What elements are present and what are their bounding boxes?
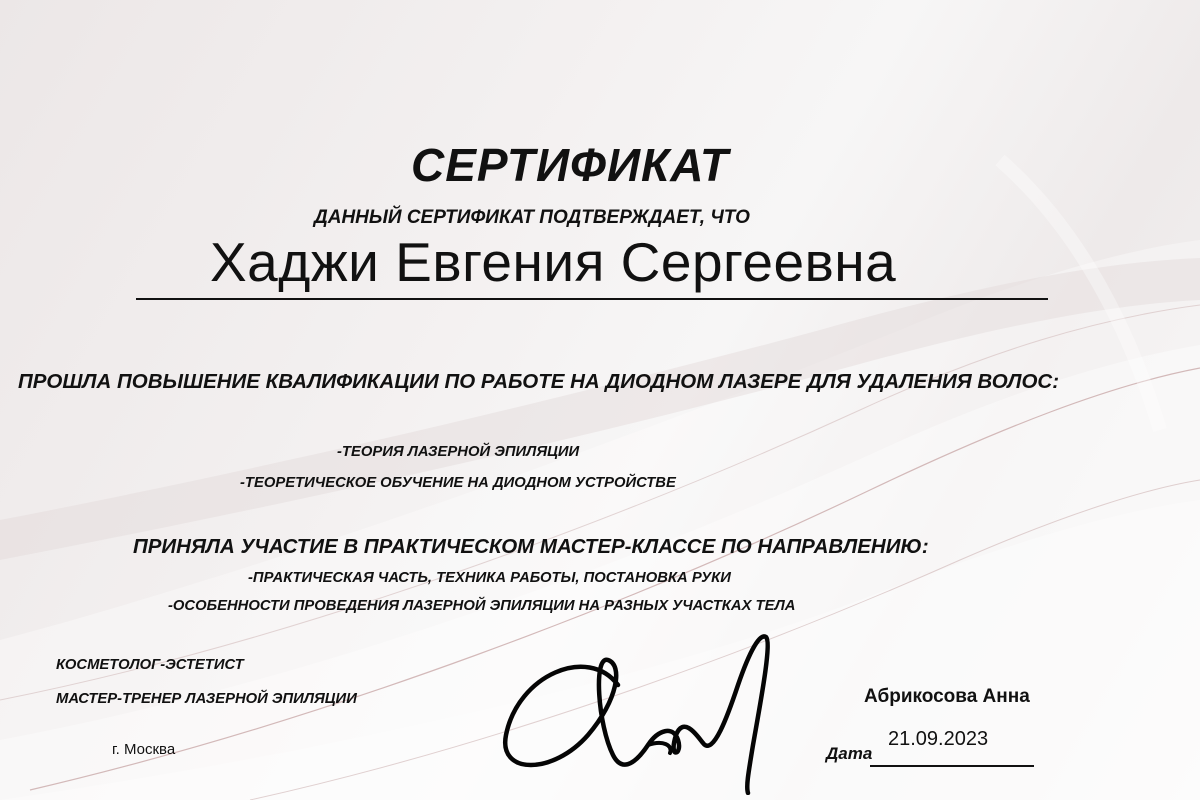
signature xyxy=(498,625,798,795)
date-underline xyxy=(870,765,1034,767)
certificate-subtitle: ДАННЫЙ СЕРТИФИКАТ ПОДТВЕРЖДАЕТ, ЧТО xyxy=(314,207,750,228)
issuer-role-line2: МАСТЕР-ТРЕНЕР ЛАЗЕРНОЙ ЭПИЛЯЦИИ xyxy=(56,691,357,707)
section1-heading: ПРОШЛА ПОВЫШЕНИЕ КВАЛИФИКАЦИИ ПО РАБОТЕ НА ДИОДНОМ ЛАЗЕРЕ ДЛЯ УДАЛЕНИЯ ВОЛОС: xyxy=(18,370,1060,393)
date-value: 21.09.2023 xyxy=(888,728,989,750)
section2-item: -ПРАКТИЧЕСКАЯ ЧАСТЬ, ТЕХНИКА РАБОТЫ, ПОСТАНОВКА РУКИ xyxy=(248,570,731,586)
name-underline xyxy=(136,298,1048,300)
issuer-city: г. Москва xyxy=(112,741,176,758)
certificate-title: СЕРТИФИКАТ xyxy=(411,139,729,191)
signer-name: Абрикосова Анна xyxy=(864,686,1030,707)
section1-item: -ТЕОРИЯ ЛАЗЕРНОЙ ЭПИЛЯЦИИ xyxy=(337,444,580,460)
section2-heading: ПРИНЯЛА УЧАСТИЕ В ПРАКТИЧЕСКОМ МАСТЕР-КЛАССЕ ПО НАПРАВЛЕНИЮ: xyxy=(133,535,929,558)
date-label: Дата xyxy=(826,744,873,763)
section2-item: -ОСОБЕННОСТИ ПРОВЕДЕНИЯ ЛАЗЕРНОЙ ЭПИЛЯЦИИ НА РАЗНЫХ УЧАСТКАХ ТЕЛА xyxy=(168,598,796,614)
section1-item: -ТЕОРЕТИЧЕСКОЕ ОБУЧЕНИЕ НА ДИОДНОМ УСТРОЙСТВЕ xyxy=(240,475,676,491)
recipient-name: Хаджи Евгения Сергеевна xyxy=(210,231,897,293)
issuer-role-line1: КОСМЕТОЛОГ-ЭСТЕТИСТ xyxy=(56,657,244,673)
